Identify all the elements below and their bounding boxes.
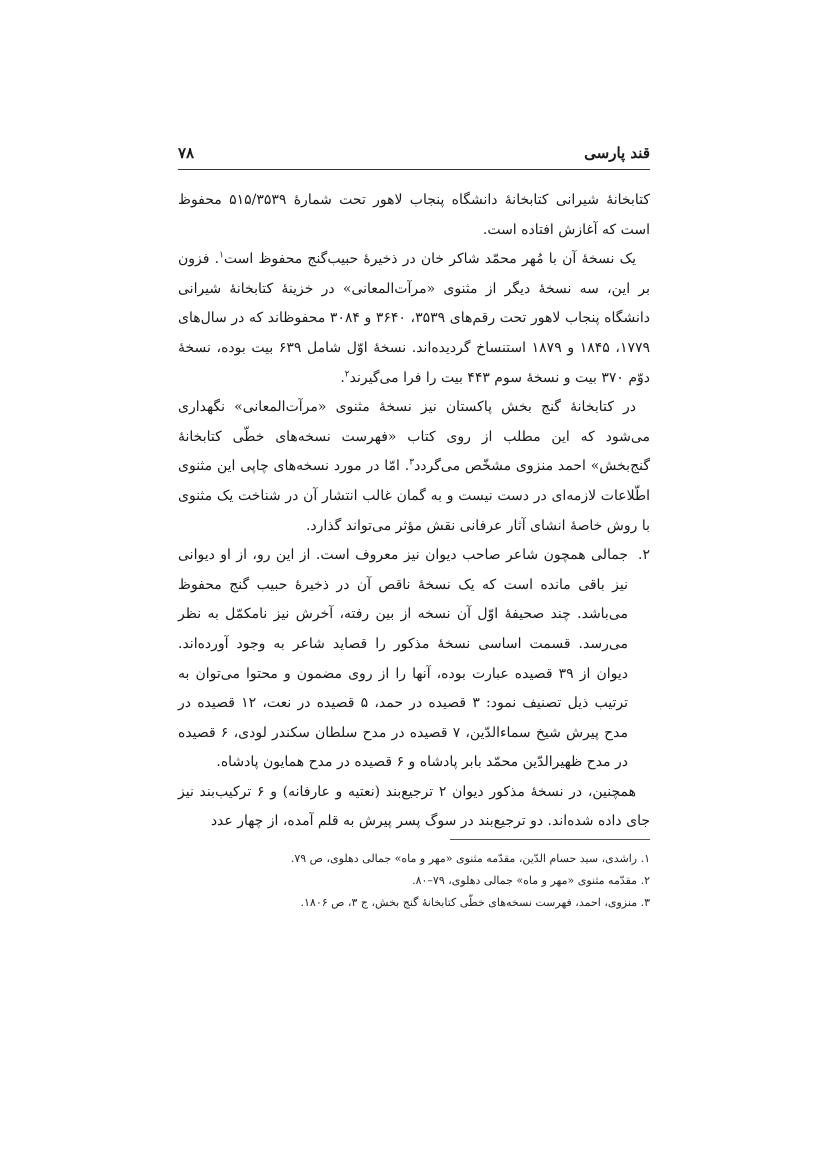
paragraph-4: [178, 778, 650, 837]
journal-title: قند پارسی: [584, 144, 650, 162]
footnote-ref-2[interactable]: ۲: [344, 368, 350, 379]
footnotes: [178, 848, 650, 914]
footnote-3: ۳. منزوی، احمد، فهرست نسخه‌های خطّی کتابخانهٔ گنج بخش، ج ۳، ص ۱۸۰۶.: [300, 896, 650, 909]
paragraph-1: [178, 186, 650, 245]
paragraph-2: [178, 245, 650, 393]
paragraph-3-text: در کتابخانهٔ گنج بخش پاکستان نیز نسخهٔ مثنوی «مرآت‌المعانی» نگهداری می‌شود که این مطلب از روی کتاب «فهرست نسخه‌های خطّی کتابخانهٔ گنج‌بخش» احمد منزوی مشخّص می‌گردد: [178, 399, 650, 475]
body-text: [178, 186, 650, 837]
footnote-divider: [450, 839, 650, 840]
footnote-2: ۲. مقدّمه مثنوی «مهر و ماه» جمالی دهلوی، ۷۹–۸۰.: [412, 874, 650, 887]
paragraph-2-text-cont: . فزون بر این، سه نسخهٔ دیگر از مثنوی «مرآت‌المعانی» در خزینهٔ کتابخانهٔ شیرانی دانشگاه پنجاب لاهور تحت رقم‌های ۳۵۳۹، ۳۶۴۰ و ۳۰۸۴ محفوظاند که در سال‌های ۱۷۷۹، ۱۸۴۵ و ۱۸۷۹ استنساخ گردیده‌اند. نسخهٔ اوّل شامل ۶۳۹ بیت بوده، نسخهٔ دوّم ۳۷۰ بیت و نسخهٔ سوم ۴۴۳ بیت را فرا می‌گیرند: [178, 251, 651, 386]
paragraph-1-text: کتابخانهٔ شیرانی کتابخانهٔ دانشگاه پنجاب لاهور تحت شمارهٔ ۵۱۵/۳۵۳۹ محفوظ است که آغازش افتاده است.: [178, 192, 650, 238]
footnote-1: ۱. راشدی، سید حسام الدّین، مقدّمه مثنوی «مهر و ماه» جمالی دهلوی، ص ۷۹.: [290, 852, 650, 865]
paragraph-3-text-cont: . امّا در مورد نسخه‌های چاپی این مثنوی اطّلاعات لازمه‌ای در دست نیست و به گمان غالب انتشار آن در شناخت یک مثنوی با روش خاصهٔ انشای آثار عرفانی نقش مؤثر می‌تواند گذارد.: [178, 458, 650, 534]
paragraph-2-end: .: [340, 369, 345, 386]
paragraph-4-text: همچنین، در نسخهٔ مذکور دیوان ۲ ترجیع‌بند (نعتیه و عارفانه) و ۶ ترکیب‌بند نیز جای داده شده‌اند. دو ترجیع‌بند در سوگ پسر پیرش به قلم آمده، از چهار عدد: [178, 783, 650, 830]
page-number: ۷۸: [178, 144, 195, 162]
paragraph-2-text: یک نسخهٔ آن با مُهر محمّد شاکر خان در ذخیرهٔ حبیب‌گنج محفوظ است: [223, 251, 636, 268]
running-header: [178, 140, 650, 166]
list-item-2-text: جمالی همچون شاعر صاحب دیوان نیز معروف است. از این رو، از او دیوانی نیز باقی مانده است که یک نسخهٔ ناقص آن در ذخیرهٔ حبیب گنج محفوظ می‌باشد. چند صحیفهٔ اوّل آن نسخه از بین رفته، آخرش نیز نامکمّل به نظر می‌رسد. قسمت اساسی نسخهٔ مذکور را قصاید شاعر به وجود آورده‌اند. دیوان از ۳۹ قصیده عبارت بوده، آنها را از روی مضمون و محتوا می‌توان به ترتیب ذیل تصنیف نمود: ۳ قصیده در حمد، ۵ قصیده در نعت، ۱۲ قصیده در مدح پیرش شیخ سماءالدّین، ۷ قصیده در مدح سلطان سکندر لودی، ۶ قصیده در مدح ظهیرالدّین محمّد بابر پادشاه و ۶ قصیده در مدح همایون پادشاه.: [178, 547, 629, 771]
header-divider: [178, 169, 650, 170]
list-item-2: [178, 541, 650, 778]
footnote-ref-1[interactable]: ۱: [219, 250, 224, 261]
list-item-number: ۲.: [638, 547, 650, 564]
paragraph-3: [178, 393, 650, 541]
footnote-ref-3[interactable]: ۳: [409, 457, 415, 468]
